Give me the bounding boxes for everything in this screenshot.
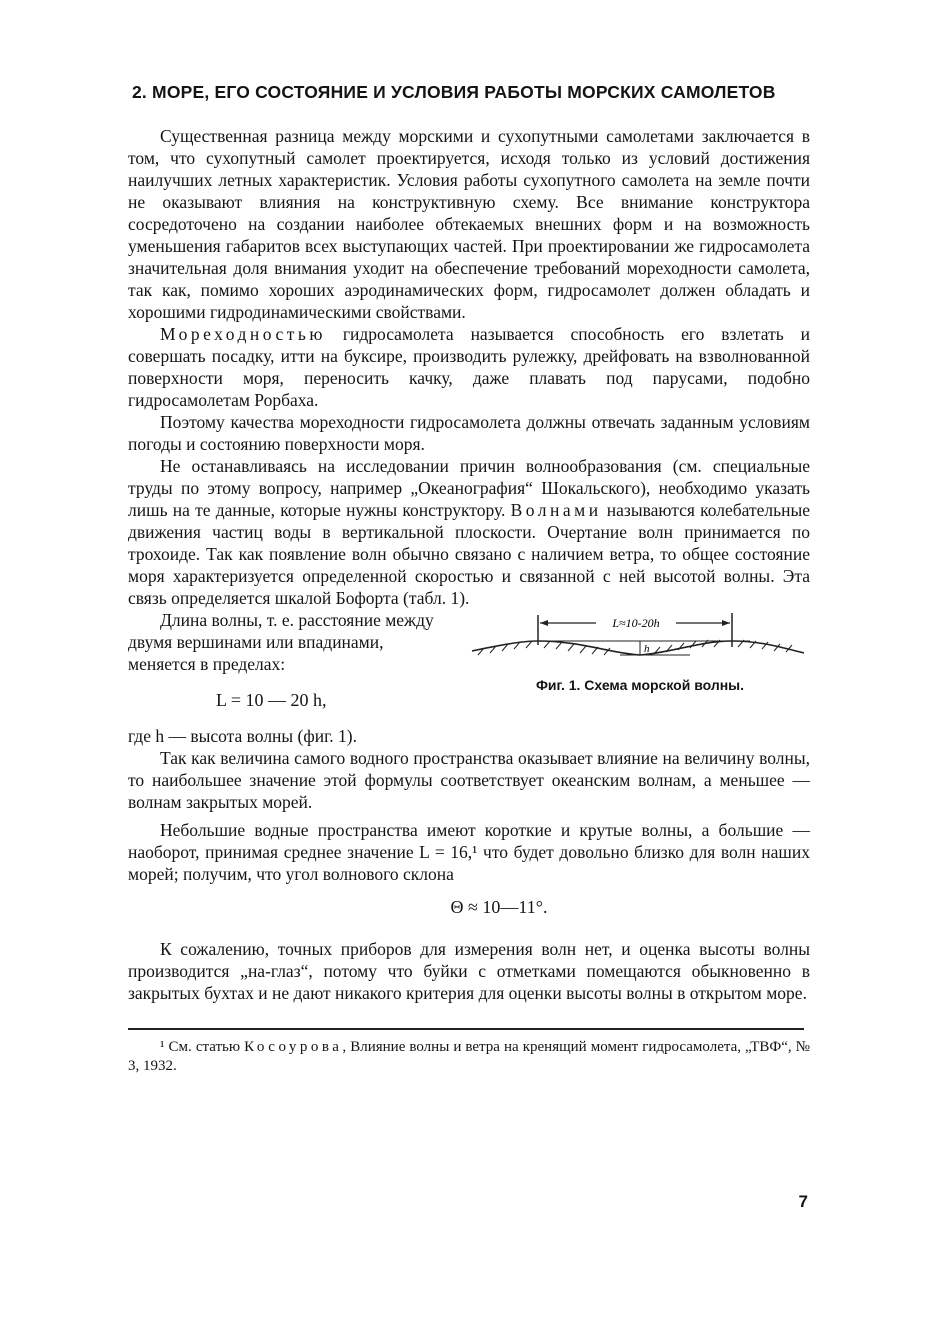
length-label: L≈10-20h	[612, 616, 660, 630]
paragraph-3: Поэтому качества мореходности гидросамолета должны отвечать заданным условиям погоды и состоянию поверхности моря.	[128, 412, 810, 454]
paragraph-8: Небольшие водные пространства имеют короткие и крутые волны, а большие — наоборот, принимая среднее значение L = 16,¹ что будет довольно близко для волн наших морей; получим, что угол волнового склона	[128, 820, 810, 884]
term-waves: Волнами	[510, 500, 602, 520]
wave-diagram-svg	[470, 607, 810, 669]
term-seaworthiness: Мореходностью	[160, 324, 326, 344]
paragraph-7: Так как величина самого водного пространства оказывает влияние на величину волны, то наибольшее значение этой формулы соответствует океанским волнам, а меньшее — волнам закрытых морей.	[128, 748, 810, 812]
footnote-text-b: , Влияние волны и ветра на кренящий момент гидросамолета, „ТВФ“, № 3, 1932.	[128, 1039, 810, 1074]
paragraph-4	[128, 455, 810, 609]
figure-row	[128, 609, 810, 711]
wave-length-text	[128, 609, 448, 711]
figure-wave-scheme	[470, 607, 810, 711]
footnote-author: Косоурова	[244, 1039, 343, 1055]
footnote-text-a: ¹ См. статью	[160, 1039, 245, 1055]
paragraph-1: Существенная разница между морскими и сухопутными самолетами заключается в том, что сухопутный самолет проектируется, исходя только из условий достижения наилучших летных характеристик. Условия работы сухопутного самолета на земле почти не оказывают влияния на конструктивную схему. Все внимание конструктора сосредоточено на создании наиболее обтекаемых внешних форм и на возможность уменьшения габаритов всех выступающих частей. При проектировании же гидросамолета значительная доля внимания уходит на обеспечение требований мореходности самолета, так как, помимо хороших аэродинамических форм, гидросамолет должен обладать и хорошими гидродинамическими свойствами.	[128, 126, 810, 322]
footnote-divider	[128, 1028, 804, 1030]
section-heading: 2. МОРЕ, ЕГО СОСТОЯНИЕ И УСЛОВИЯ РАБОТЫ МОРСКИХ САМОЛЕТОВ	[132, 82, 776, 102]
paragraph-2	[128, 323, 810, 411]
footnote	[128, 1038, 810, 1076]
paragraph-2-text: гидросамолета называется способность его взлетать и совершать посадку, итти на буксире, производить рулежку, дрейфовать на взволнованной поверхности моря, переносить качку, даже плавать под парусами, подобно гидросамолетам Рорбаха.	[128, 324, 810, 410]
formula-slope-angle: Θ ≈ 10—11°.	[450, 897, 548, 917]
paragraph-4-text-a: Не останавливаясь на исследовании причин волнообразования (см. специальные труды по этому вопросу, например „Океанография“ Шокальского), необходимо указать лишь на те данные, которые нужны конструктору.	[128, 456, 810, 520]
length-arrow-right	[722, 620, 730, 626]
page-body	[128, 82, 810, 1076]
page-number: 7	[798, 1192, 808, 1211]
paragraph-4-text-b: называются колебательные движения частиц воды в вертикальной плоскости. Очертание волн принимается по трохоиде. Так как появление волн обычно связано с наличием ветра, то общее состояние моря характеризуется определенной скоростью и связанной с ней высотой волны. Эта связь определяется шкалой Бофорта (табл. 1).	[128, 500, 810, 608]
paragraph-5: Длина волны, т. е. расстояние между двумя вершинами или впадинами, меняется в пределах:	[128, 610, 434, 674]
figure-caption: Фиг. 1. Схема морской волны.	[535, 677, 745, 693]
formula-wave-length: L = 10 — 20 h,	[216, 690, 327, 710]
paragraph-6: где h — высота волны (фиг. 1).	[128, 726, 357, 746]
paragraph-9: К сожалению, точных приборов для измерения волн нет, и оценка высоты волны производится „на-глаз“, потому что буйки с отметками помещаются обыкновенно в закрытых бухтах и не дают никакого критерия для оценки высоты волны в открытом море.	[128, 939, 810, 1003]
length-arrow-left	[540, 620, 548, 626]
height-label: h	[644, 643, 650, 655]
